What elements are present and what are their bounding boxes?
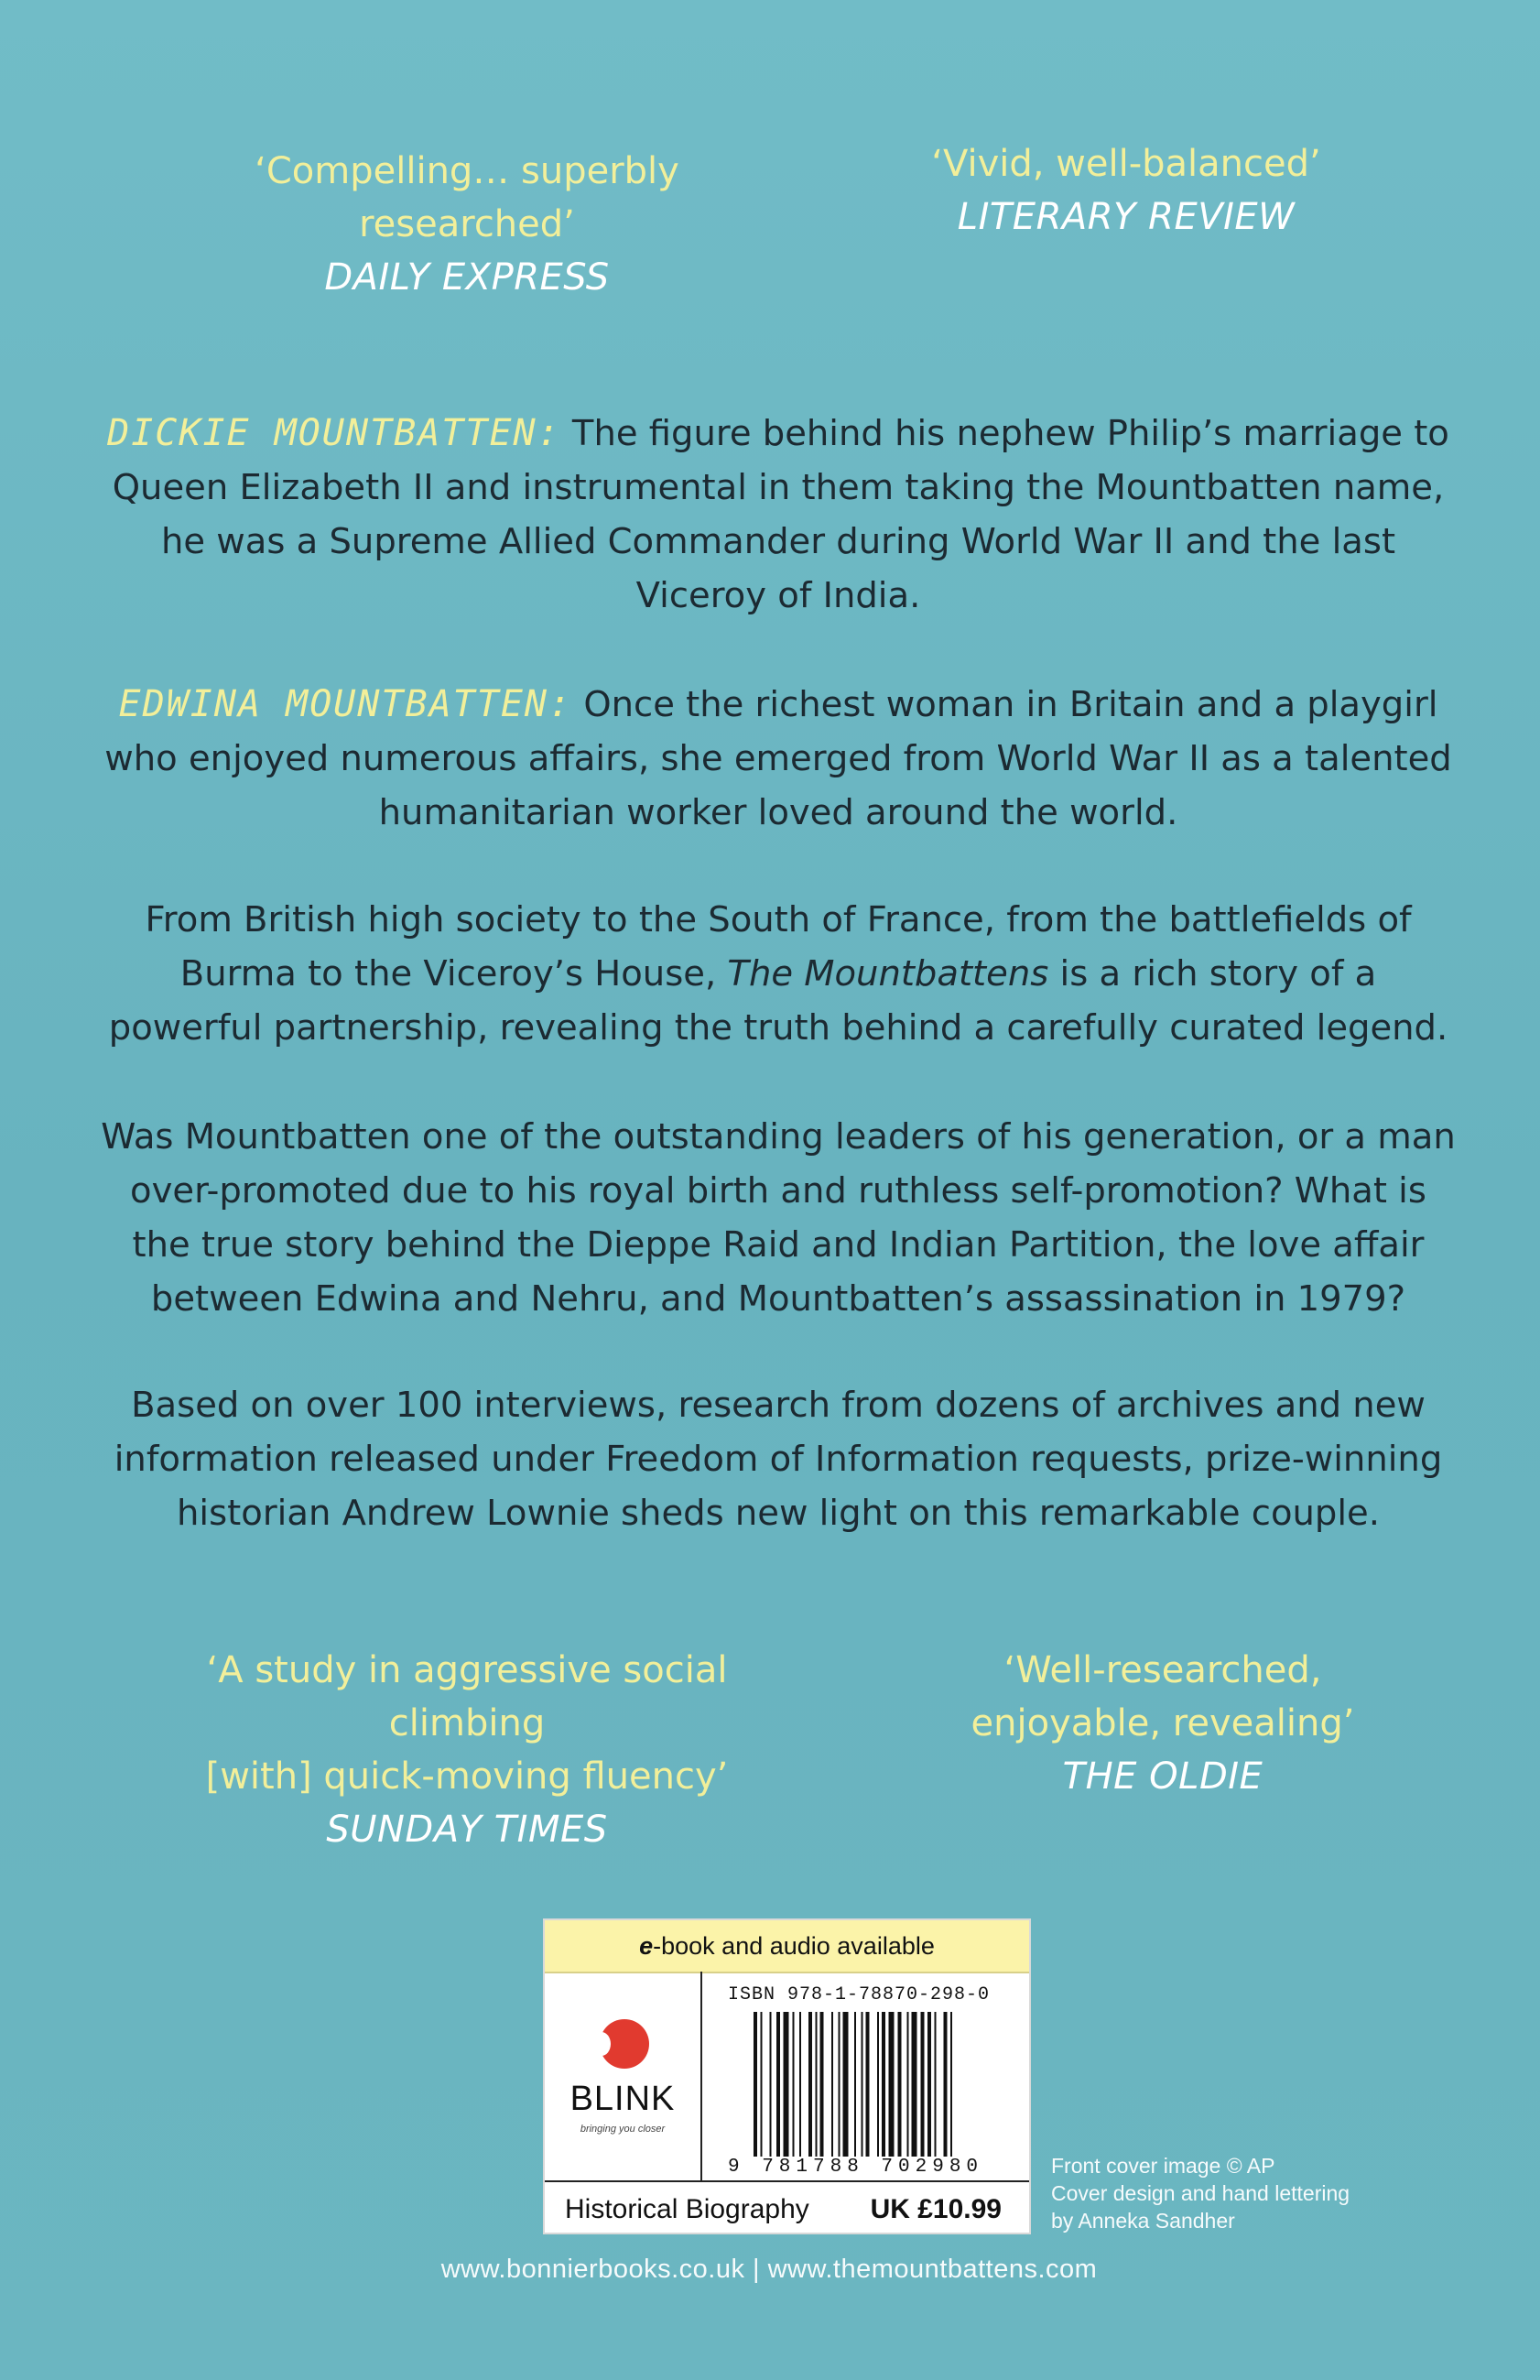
credit-line: by Anneka Sandher [1051, 2209, 1235, 2233]
isbn-number: ISBN 978-1-78870-298-0 [728, 1984, 991, 2005]
price-label: UK £10.99 [870, 2194, 1002, 2224]
publisher-logo [545, 1972, 702, 2180]
quote-source: LITERARY REVIEW [957, 196, 1296, 238]
quote-text: ‘Compelling… superbly [255, 150, 679, 192]
blurb-text: Once the richest woman in Britain and a playgirl who enjoyed numerous affairs, she emerged from World War II as a talented humanitarian worker loved around the world. [104, 684, 1452, 833]
blurb-text: The figure behind his nephew Philip’s marriage to Queen Elizabeth II and instrumental in them taking the Mountbatten name, he was a Supreme Allied Commander during World War II and the last Viceroy of India. [112, 413, 1449, 616]
blurb-text: is a rich story of a powerful partnership, revealing the truth behind a carefully curated legend. [108, 953, 1448, 1049]
blurb-text: From British high society to the South of France, from the battlefields of Burma to the Viceroy’s House, [145, 899, 1412, 994]
credit-line: Cover design and hand lettering [1051, 2181, 1350, 2205]
quote-text: ‘A study in aggressive social climbing [206, 1649, 728, 1744]
review-quote-the-oldie [961, 1644, 1364, 1803]
review-quote-daily-express [183, 145, 751, 304]
publisher-tagline: bringing you closer [580, 2124, 666, 2135]
ebook-text: -book and audio available [653, 1932, 935, 1960]
ebook-availability-banner [545, 1920, 1029, 1973]
quote-text: researched’ [359, 203, 575, 245]
quote-source: SUNDAY TIMES [326, 1809, 608, 1851]
blink-logo-icon [600, 2019, 649, 2069]
barcode-digits: 9 781788 702980 [728, 2157, 984, 2178]
publisher-name: BLINK [569, 2080, 676, 2118]
book-title: The Mountbattens [727, 953, 1049, 994]
credit-line: Front cover image © AP [1051, 2154, 1275, 2178]
review-quote-literary-review [879, 137, 1373, 244]
quote-text: ‘Vivid, well-balanced’ [931, 143, 1321, 185]
ebook-e: e [639, 1932, 654, 1960]
cover-credits [1051, 2152, 1399, 2234]
blurb-dickie [101, 407, 1456, 623]
blurb-paragraph [101, 893, 1456, 1055]
quote-text: enjoyable, revealing’ [971, 1702, 1355, 1744]
quote-source: DAILY EXPRESS [324, 256, 610, 299]
blurb-paragraph: Based on over 100 interviews, research from dozens of archives and new information released under Freedom of Information requests, prize-winning historian Andrew Lownie sheds new light on this remarkable couple. [114, 1385, 1443, 1534]
hand-lettered-heading: DICKIE MOUNTBATTEN: [107, 412, 561, 454]
quote-source: THE OLDIE [1062, 1755, 1263, 1798]
quote-text: ‘Well-researched, [1003, 1649, 1322, 1691]
blurb-edwina [101, 678, 1456, 840]
blurb-paragraph: Was Mountbatten one of the outstanding leaders of his generation, or a man over-promoted due to his royal birth and ruthless self-promotion? What is the true story behind the Dieppe Raid and Indian Partition, the love affair between Edwina and Nehru, and Mountbatten’s assassination in 1979? [101, 1116, 1456, 1320]
quote-text: [with] quick-moving fluency’ [205, 1755, 729, 1798]
genre-label: Historical Biography [565, 2194, 809, 2224]
barcode-label [543, 1918, 1031, 2234]
price-row [545, 2180, 1029, 2236]
barcode-icon [754, 2012, 1001, 2157]
website-urls: www.bonnierbooks.co.uk | www.themountbattens.com [440, 2255, 1098, 2284]
review-quote-sunday-times [137, 1644, 797, 1856]
hand-lettered-heading: EDWINA MOUNTBATTEN: [118, 683, 573, 725]
